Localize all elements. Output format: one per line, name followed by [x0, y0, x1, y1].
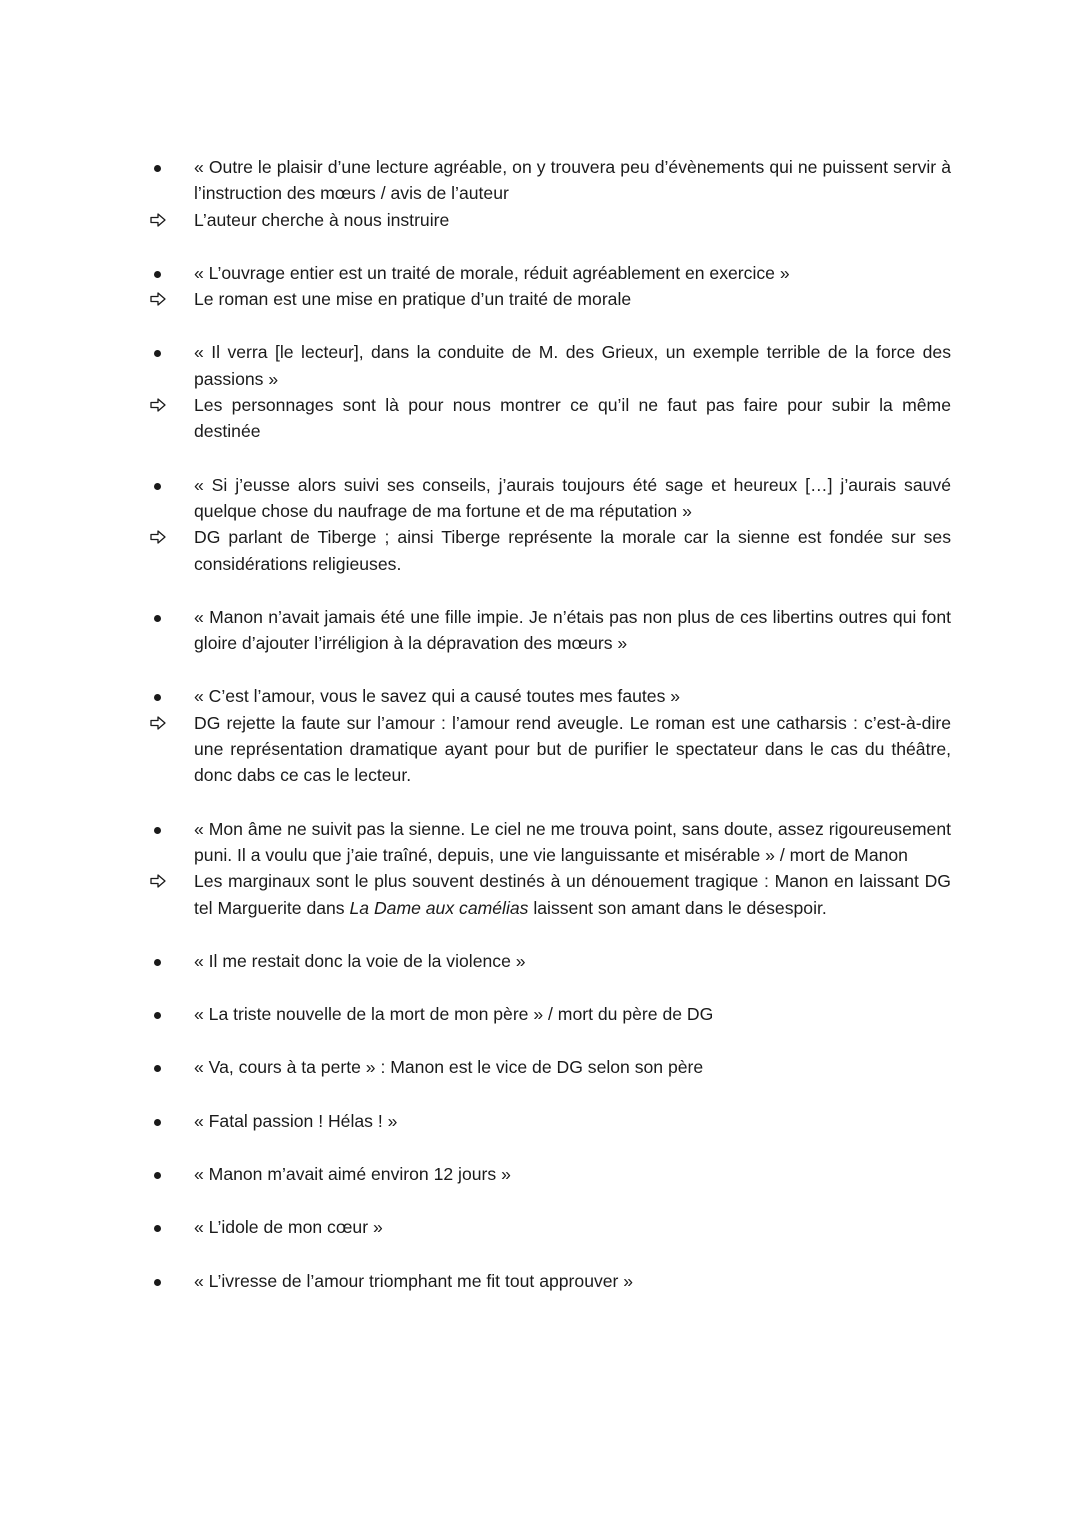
book-title: La Dame aux camélias	[349, 897, 529, 918]
quote-text: « L’ouvrage entier est un traité de morale, réduit agréablement en exercice »	[194, 262, 790, 283]
bullet-dot-icon	[150, 1001, 180, 1027]
entry-14	[0, 1268, 1080, 1294]
outline-right-arrow-icon	[150, 207, 180, 233]
outline-right-arrow-icon	[150, 524, 180, 550]
entry-12	[0, 1161, 1080, 1187]
bullet-dot-icon	[150, 154, 180, 180]
bullet-dot-icon	[150, 1268, 180, 1294]
comment-text: Les personnages sont là pour nous montrer ce qu’il ne faut pas faire pour subir la même destinée	[194, 395, 951, 442]
comment-text: Le roman est une mise en pratique d’un traité de morale	[194, 289, 632, 310]
outline-right-arrow-icon	[150, 868, 180, 894]
bullet-dot-icon	[150, 260, 180, 286]
quote-text: « Mon âme ne suivit pas la sienne. Le ciel ne me trouva point, sans doute, assez rigoureusement puni. Il a voulu que j’aie traîné, depuis, une vie languissante et misérable » / mort de Manon	[194, 818, 951, 865]
bullet-dot-icon	[150, 1108, 180, 1134]
comment-text	[194, 871, 951, 917]
entry-7	[0, 816, 1080, 921]
bullet-dot-icon	[150, 948, 180, 974]
quote-text: « Il me restait donc la voie de la violence »	[194, 950, 526, 971]
quote-text: « Il verra [le lecteur], dans la conduite de M. des Grieux, un exemple terrible de la force des passions »	[194, 342, 951, 389]
outline-right-arrow-icon	[150, 392, 180, 418]
comment-text-start: Les marginaux sont le plus souvent destinés à un dénouement tragique : Manon en laissant DG tel Marguerite dans	[194, 871, 951, 918]
bullet-dot-icon	[150, 1214, 180, 1240]
bullet-dot-icon	[150, 604, 180, 630]
outline-right-arrow-icon	[150, 286, 180, 312]
quote-text: « Si j’eusse alors suivi ses conseils, j’aurais toujours été sage et heureux […] j’aurais sauvé quelque chose du naufrage de ma fortune et de ma réputation »	[194, 474, 951, 521]
comment-text: DG rejette la faute sur l’amour : l’amour rend aveugle. Le roman est une catharsis : c’est-à-dire une représentation dramatique ayant pour but de purifier le spectateur dans le cas du théâtre, donc dabs ce cas le lecteur.	[194, 712, 951, 786]
comment-text-end: laissent son amant dans le désespoir.	[528, 897, 827, 918]
bullet-dot-icon	[150, 816, 180, 842]
quote-text: « Manon m’avait aimé environ 12 jours »	[194, 1164, 511, 1185]
entry-4	[0, 472, 1080, 577]
comment-text: L’auteur cherche à nous instruire	[194, 209, 450, 230]
entry-11	[0, 1108, 1080, 1134]
quote-text: « Outre le plaisir d’une lecture agréable, on y trouvera peu d’évènements qui ne puissent servir à l’instruction des mœurs / avis de l’auteur	[194, 157, 951, 204]
quote-text: « L’ivresse de l’amour triomphant me fit tout approuver »	[194, 1270, 634, 1291]
entry-8	[0, 948, 1080, 974]
quote-text: « La triste nouvelle de la mort de mon père » / mort du père de DG	[194, 1004, 714, 1025]
entry-5	[0, 604, 1080, 657]
quote-text: « Va, cours à ta perte » : Manon est le vice de DG selon son père	[194, 1057, 704, 1078]
bullet-dot-icon	[150, 339, 180, 365]
document-page	[0, 154, 1080, 1321]
quote-text: « C’est l’amour, vous le savez qui a causé toutes mes fautes »	[194, 686, 681, 707]
quote-text: « Manon n’avait jamais été une fille impie. Je n’étais pas non plus de ces libertins outres qui font gloire d’ajouter l’irréligion à la dépravation des mœurs »	[194, 606, 951, 654]
bullet-dot-icon	[150, 1161, 180, 1187]
entry-3	[0, 339, 1080, 444]
entry-2	[0, 260, 1080, 313]
quote-text: « L’idole de mon cœur »	[194, 1217, 383, 1238]
entry-10	[0, 1054, 1080, 1080]
bullet-dot-icon	[150, 683, 180, 709]
bullet-dot-icon	[150, 472, 180, 498]
comment-text: DG parlant de Tiberge ; ainsi Tiberge représente la morale car la sienne est fondée sur ses considérations religieuses.	[194, 527, 951, 574]
entry-6	[0, 683, 1080, 788]
bullet-dot-icon	[150, 1054, 180, 1080]
entry-1	[0, 154, 1080, 233]
entry-9	[0, 1001, 1080, 1027]
quote-text: « Fatal passion ! Hélas ! »	[194, 1110, 398, 1131]
outline-right-arrow-icon	[150, 710, 180, 736]
entry-13	[0, 1214, 1080, 1240]
